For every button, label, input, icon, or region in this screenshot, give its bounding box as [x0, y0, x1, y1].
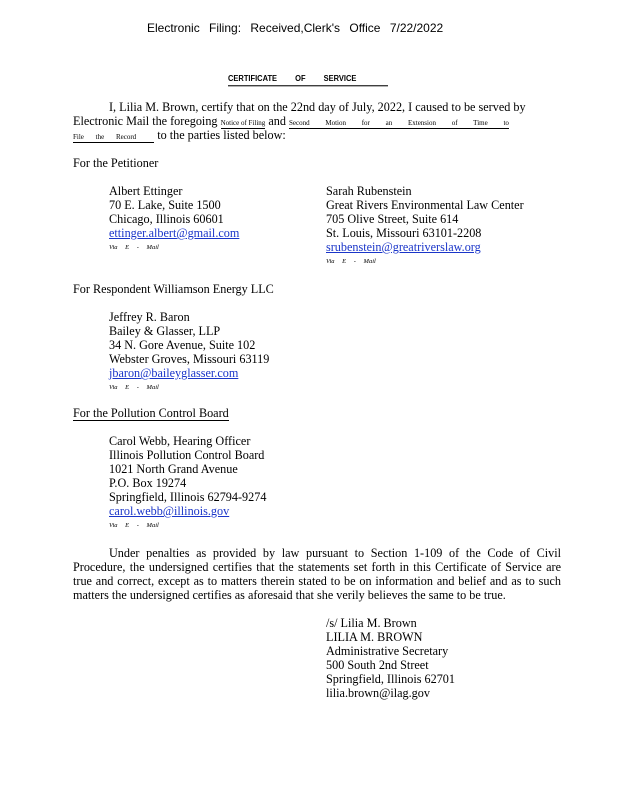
party-address-line: St. Louis, Missouri 63101-2208	[326, 226, 482, 240]
signer-title: Administrative Secretary	[326, 644, 449, 658]
party-name: Carol Webb, Hearing Officer	[109, 434, 251, 448]
service-method: Via E - Mail	[326, 258, 376, 265]
party-address-line: Springfield, Illinois 62794-9274	[109, 490, 267, 504]
party-organization: Great Rivers Environmental Law Center	[326, 198, 524, 212]
certificate-title: CERTIFICATE OF SERVICE	[228, 74, 388, 87]
party-address-line: Webster Groves, Missouri 63119	[109, 352, 270, 366]
signer-name: LILIA M. BROWN	[326, 630, 423, 644]
party-address-line: P.O. Box 19274	[109, 476, 187, 490]
board-heading: For the Pollution Control Board	[73, 406, 229, 420]
signature: /s/ Lilia M. Brown	[326, 616, 417, 630]
party-ettinger	[109, 184, 239, 255]
email-link[interactable]: srubenstein@greatriverslaw.org	[326, 240, 481, 254]
certifier-name: I, Lilia M. Brown	[109, 100, 196, 114]
document-notice-of-filing: Notice of Filing	[220, 119, 266, 127]
party-organization: Illinois Pollution Control Board	[109, 448, 265, 462]
signer-address-line: Springfield, Illinois 62701	[326, 672, 455, 686]
party-baron	[109, 310, 269, 395]
document-file-record: File the Record	[73, 133, 154, 143]
filing-stamp-header: Electronic Filing: Received,Clerk's Office 7/22/2022	[147, 21, 444, 35]
party-webb	[109, 434, 266, 533]
penalty-paragraph: Under penalties as provided by law pursuant to Section 1-109 of the Code of Civil Procedure, the undersigned certifies that the statements set forth in this Certificate of Service are true and correct, except as to matters therein stated to be on information and belief and as to such matters the undersigned certifies as aforesaid that she verily believes the same to be true.	[73, 546, 561, 602]
party-name: Jeffrey R. Baron	[109, 310, 190, 324]
petitioner-heading: For the Petitioner	[73, 156, 159, 170]
party-name: Albert Ettinger	[109, 184, 183, 198]
party-address-line: 70 E. Lake, Suite 1500	[109, 198, 221, 212]
email-link[interactable]: jbaron@baileyglasser.com	[109, 366, 239, 380]
party-address-line: Chicago, Illinois 60601	[109, 212, 224, 226]
party-address-line: 34 N. Gore Avenue, Suite 102	[109, 338, 256, 352]
party-rubenstein	[326, 184, 524, 269]
respondent-heading: For Respondent Williamson Energy LLC	[73, 282, 274, 296]
service-day: 22nd	[290, 100, 316, 114]
party-organization: Bailey & Glasser, LLP	[109, 324, 221, 338]
party-name: Sarah Rubenstein	[326, 184, 412, 198]
service-method: Via E - Mail	[109, 522, 159, 529]
certification-line-2: Electronic Mail the foregoing Notice of Filing and Second Motion for an Extension of Time to	[73, 114, 509, 128]
party-address-line: 1021 North Grand Avenue	[109, 462, 238, 476]
document-motion: Second Motion for an Extension of Time to	[288, 119, 509, 127]
certification-line-3: File the Record to the parties listed below:	[73, 128, 286, 142]
email-link[interactable]: ettinger.albert@gmail.com	[109, 226, 240, 240]
email-link[interactable]: carol.webb@illinois.gov	[109, 504, 230, 518]
service-method: Via E - Mail	[109, 244, 159, 251]
signer-address-line: 500 South 2nd Street	[326, 658, 429, 672]
signature-block	[326, 616, 455, 700]
signer-email: lilia.brown@ilag.gov	[326, 686, 430, 700]
service-method: Via E - Mail	[109, 384, 159, 391]
party-address-line: 705 Olive Street, Suite 614	[326, 212, 459, 226]
certification-paragraph: I, Lilia M. Brown, certify that on the 22nd day of July, 2022, I caused to be served by	[109, 100, 526, 114]
